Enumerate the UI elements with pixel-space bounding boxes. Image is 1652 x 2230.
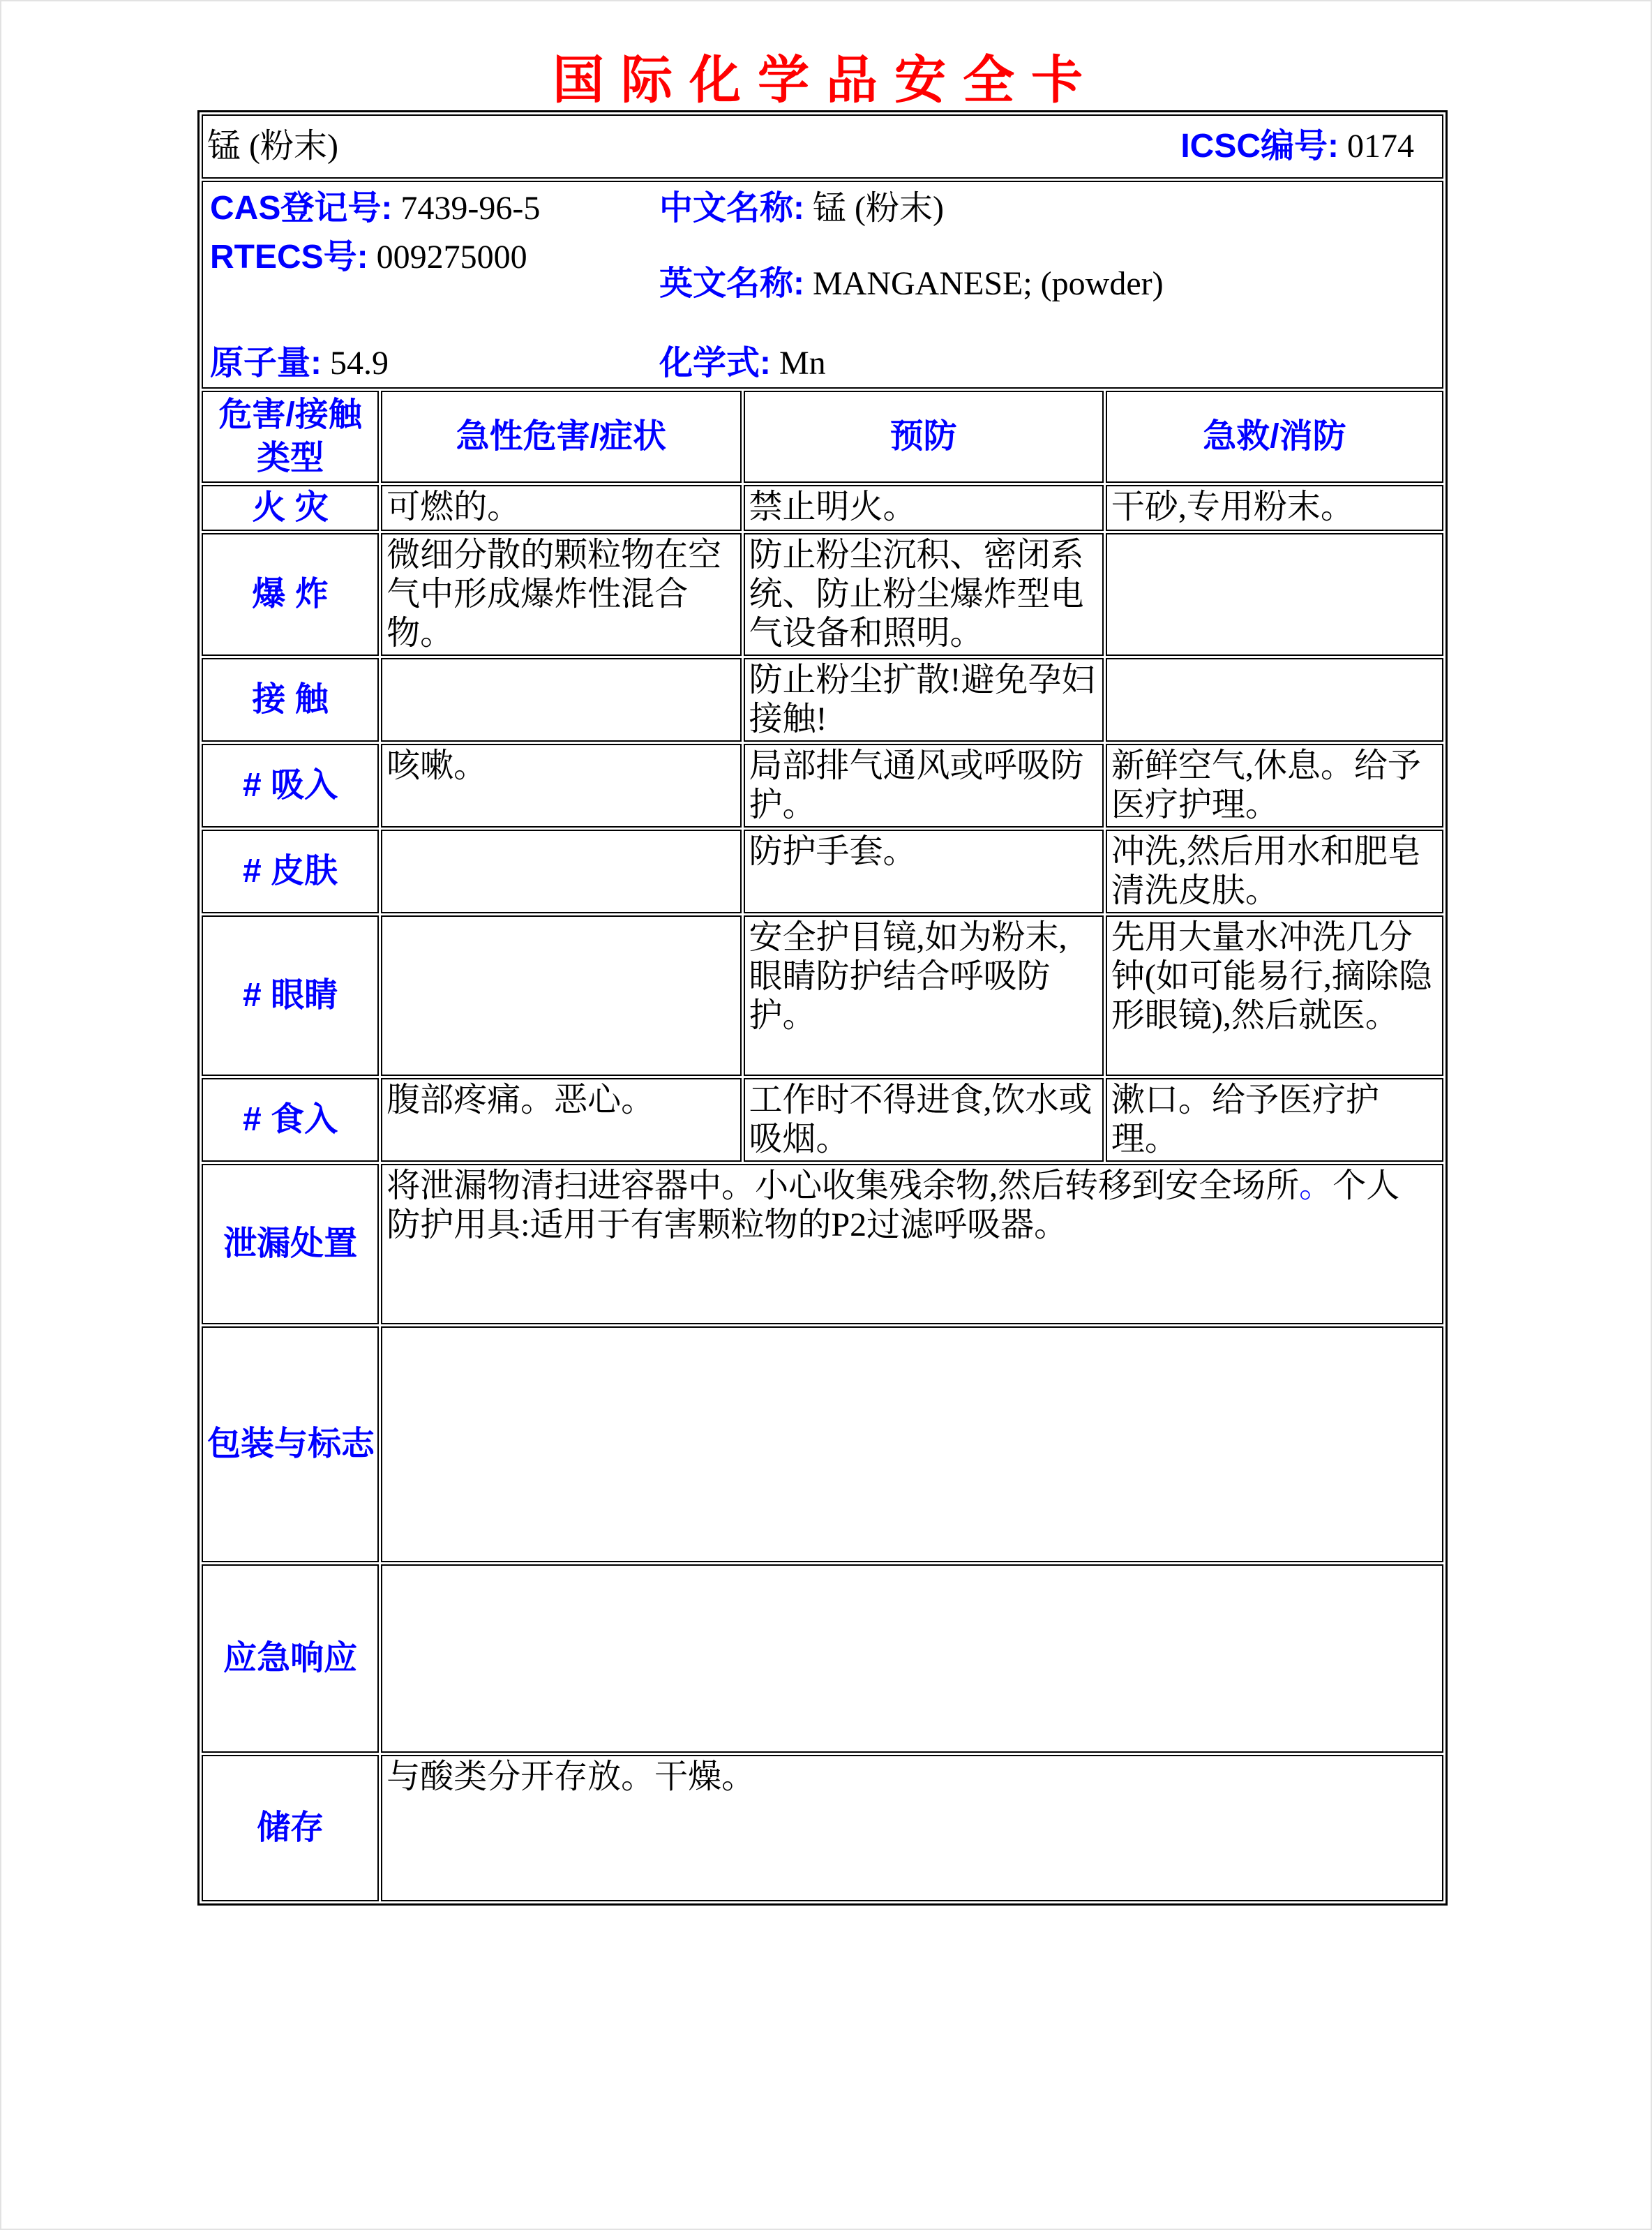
header-prevention: 预防 bbox=[744, 391, 1104, 483]
chemical-formula: 化学式: Mn bbox=[659, 345, 826, 382]
eyes-label: # 眼睛 bbox=[202, 915, 379, 1076]
spill-disposal-line2: 防护用具:适用于有害颗粒物的P2过滤呼吸器。 bbox=[386, 1206, 1068, 1243]
packaging-labeling-cell bbox=[381, 1326, 1443, 1562]
exposure-label: 接 触 bbox=[202, 658, 379, 742]
exposure-prevention-cell: 防止粉尘扩散!避免孕妇接触! bbox=[744, 658, 1104, 742]
explosion-label: 爆 炸 bbox=[202, 533, 379, 656]
icsc-table bbox=[197, 110, 1448, 1906]
blue-period: 。 bbox=[1299, 1167, 1333, 1204]
row-storage bbox=[202, 1755, 1443, 1901]
row-spill-disposal bbox=[202, 1164, 1443, 1324]
card-header-cell bbox=[202, 114, 1443, 179]
eyes-first-aid-cell: 先用大量水冲洗几分钟(如可能易行,摘除隐形眼镜),然后就医。 bbox=[1106, 915, 1443, 1076]
ingestion-symptoms-cell: 腹部疼痛。恶心。 bbox=[381, 1078, 741, 1162]
ingestion-prevention-cell: 工作时不得进食,饮水或吸烟。 bbox=[744, 1078, 1104, 1162]
chinese-name: 中文名称: 锰 (粉末) bbox=[659, 190, 944, 227]
explosion-first-aid-cell bbox=[1106, 533, 1443, 656]
page-title: 国际化学品安全卡 bbox=[553, 52, 1099, 110]
exposure-symptoms-cell bbox=[381, 658, 741, 742]
inhalation-prevention-cell: 局部排气通风或呼吸防护。 bbox=[744, 744, 1104, 828]
fire-first-aid-cell: 干砂,专用粉末。 bbox=[1106, 485, 1443, 531]
explosion-prevention-cell: 防止粉尘沉积、密闭系统、防止粉尘爆炸型电气设备和照明。 bbox=[744, 533, 1104, 656]
row-packaging-labeling bbox=[202, 1326, 1443, 1562]
identifiers-cell bbox=[202, 181, 1443, 389]
row-skin bbox=[202, 830, 1443, 913]
card-header-row bbox=[202, 114, 1443, 179]
row-ingestion bbox=[202, 1078, 1443, 1162]
row-fire bbox=[202, 485, 1443, 531]
header-first-aid: 急救/消防 bbox=[1106, 391, 1443, 483]
eyes-prevention-cell: 安全护目镜,如为粉末,眼睛防护结合呼吸防护。 bbox=[744, 915, 1104, 1076]
hazard-table-header-row bbox=[202, 391, 1443, 483]
row-explosion bbox=[202, 533, 1443, 656]
emergency-response-label: 应急响应 bbox=[202, 1564, 379, 1753]
spill-disposal-line1: 将泄漏物清扫进容器中。小心收集残余物,然后转移到安全场所。个人 bbox=[386, 1167, 1400, 1204]
cas-number: CAS登记号: 7439-96-5 bbox=[210, 190, 541, 227]
icsc-table-wrapper bbox=[197, 110, 1448, 1906]
row-emergency-response bbox=[202, 1564, 1443, 1753]
header-hazard-type: 危害/接触 类型 bbox=[202, 391, 379, 483]
storage-label: 储存 bbox=[202, 1755, 379, 1901]
spill-disposal-cell bbox=[381, 1164, 1443, 1324]
eyes-symptoms-cell bbox=[381, 915, 741, 1076]
storage-cell: 与酸类分开存放。干燥。 bbox=[381, 1755, 1443, 1901]
fire-symptoms-cell: 可燃的。 bbox=[381, 485, 741, 531]
english-name: 英文名称: MANGANESE; (powder) bbox=[659, 265, 1164, 302]
icsc-number-value: 0174 bbox=[1347, 128, 1414, 165]
row-exposure bbox=[202, 658, 1443, 742]
header-acute-hazards: 急性危害/症状 bbox=[381, 391, 741, 483]
skin-first-aid-cell: 冲洗,然后用水和肥皂清洗皮肤。 bbox=[1106, 830, 1443, 913]
spill-disposal-label: 泄漏处置 bbox=[202, 1164, 379, 1324]
fire-prevention-cell: 禁止明火。 bbox=[744, 485, 1104, 531]
row-eyes bbox=[202, 915, 1443, 1076]
explosion-symptoms-cell: 微细分散的颗粒物在空气中形成爆炸性混合物。 bbox=[381, 533, 741, 656]
inhalation-label: # 吸入 bbox=[202, 744, 379, 828]
substance-name: 锰 (粉末) bbox=[207, 128, 338, 165]
skin-prevention-cell: 防护手套。 bbox=[744, 830, 1104, 913]
exposure-first-aid-cell bbox=[1106, 658, 1443, 742]
row-inhalation bbox=[202, 744, 1443, 828]
inhalation-first-aid-cell: 新鲜空气,休息。给予医疗护理。 bbox=[1106, 744, 1443, 828]
icsc-number-label: ICSC编号: bbox=[1180, 128, 1339, 165]
fire-label: 火 灾 bbox=[202, 485, 379, 531]
skin-label: # 皮肤 bbox=[202, 830, 379, 913]
skin-symptoms-cell bbox=[381, 830, 741, 913]
ingestion-first-aid-cell: 漱口。给予医疗护理。 bbox=[1106, 1078, 1443, 1162]
atomic-mass: 原子量: 54.9 bbox=[210, 345, 389, 382]
identifiers-row bbox=[202, 181, 1443, 389]
emergency-response-cell bbox=[381, 1564, 1443, 1753]
rtecs-number: RTECS号: 009275000 bbox=[210, 239, 527, 276]
ingestion-label: # 食入 bbox=[202, 1078, 379, 1162]
inhalation-symptoms-cell: 咳嗽。 bbox=[381, 744, 741, 828]
packaging-labeling-label: 包装与标志 bbox=[202, 1326, 379, 1562]
